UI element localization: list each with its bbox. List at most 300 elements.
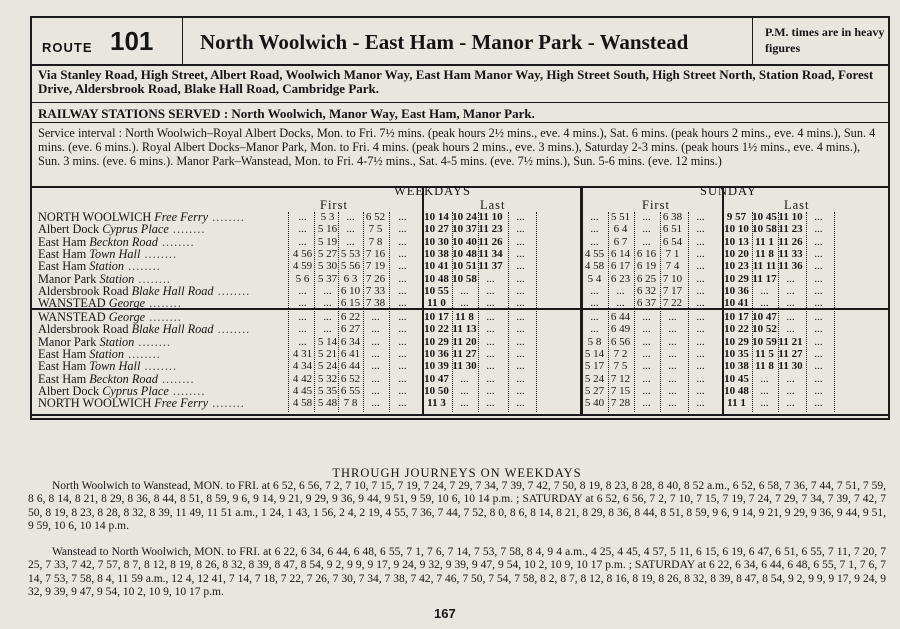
- time-cell: 5 21: [317, 347, 338, 360]
- time-cell: ...: [323, 284, 332, 297]
- weekdays-label: WEEKDAYS: [394, 184, 471, 198]
- time-cell: ...: [486, 360, 495, 373]
- timetable-page: [22, 10, 892, 622]
- time-cell: ...: [398, 272, 407, 285]
- time-cell: ...: [642, 397, 651, 410]
- page-number: 167: [434, 606, 456, 621]
- block-divider: [32, 414, 888, 416]
- time-cell: ...: [760, 297, 769, 310]
- time-cell: ...: [590, 284, 599, 297]
- dot-leader: ........: [140, 246, 178, 261]
- time-cell: ...: [786, 284, 795, 297]
- time-cell: 7 33: [365, 284, 386, 297]
- time-cell: 6 44: [610, 311, 631, 323]
- time-cell: 6 16: [636, 247, 657, 260]
- time-cell: 10 52: [752, 323, 777, 336]
- time-cell: ...: [616, 297, 625, 310]
- time-cell: ...: [668, 360, 677, 373]
- time-cell: 6 52: [365, 211, 386, 223]
- time-cell: 5 40: [584, 397, 605, 410]
- dot-leader: ........: [157, 371, 195, 386]
- stop-place: WANSTEAD: [38, 296, 106, 311]
- time-cell: 10 29: [424, 335, 449, 348]
- time-cell: 7 2: [613, 347, 628, 360]
- time-cell: 10 13: [724, 235, 749, 248]
- time-cell: ...: [460, 284, 469, 297]
- time-cell: 5 48: [317, 397, 338, 410]
- time-cell: ...: [486, 272, 495, 285]
- time-cell: ...: [398, 297, 407, 310]
- time-cell: ...: [696, 272, 705, 285]
- column-rule: [834, 212, 835, 412]
- time-cell: ...: [346, 223, 355, 236]
- time-cell: 10 47: [424, 372, 449, 385]
- time-cell: 11 3: [427, 397, 446, 410]
- time-cell: 6 56: [610, 335, 631, 348]
- time-cell: ...: [398, 260, 407, 273]
- time-cell: ...: [398, 247, 407, 260]
- dot-leader: ........: [124, 346, 161, 361]
- timetable-frame: [30, 16, 890, 420]
- time-cell: ...: [642, 360, 651, 373]
- time-cell: 6 14: [610, 247, 631, 260]
- stop-place: NORTH WOOLWICH: [38, 210, 152, 224]
- column-rule: [536, 212, 537, 412]
- time-cell: ...: [516, 297, 525, 310]
- time-cell: ...: [298, 223, 307, 236]
- time-cell: 7 5: [368, 223, 383, 236]
- time-cell: 5 51: [610, 211, 631, 223]
- time-cell: ...: [814, 272, 823, 285]
- time-cell: 6 7: [613, 235, 628, 248]
- time-cell: ...: [760, 284, 769, 297]
- time-cell: ...: [642, 335, 651, 348]
- time-cell: ...: [486, 323, 495, 336]
- route-header: [32, 18, 888, 66]
- time-cell: ...: [486, 372, 495, 385]
- time-cell: 4 34: [292, 360, 313, 373]
- time-cell: ...: [642, 323, 651, 336]
- time-cell: 7 17: [662, 284, 683, 297]
- first-label: First: [320, 198, 348, 212]
- time-cell: ...: [696, 211, 705, 223]
- stations-served: RAILWAY STATIONS SERVED : North Woolwich, Manor Way, East Ham, Manor Park.: [38, 106, 535, 121]
- time-cell: ...: [323, 297, 332, 310]
- time-cell: 6 55: [340, 384, 361, 397]
- time-cell: ...: [696, 247, 705, 260]
- timetable-grid: [32, 184, 888, 416]
- column-rule: [363, 212, 364, 412]
- stop-place: Aldersbrook Road: [38, 283, 129, 298]
- time-cell: 10 41: [724, 297, 749, 310]
- time-cell: ...: [398, 323, 407, 336]
- time-cell: 11 10: [478, 211, 503, 223]
- time-cell: ...: [814, 235, 823, 248]
- time-cell: 7 10: [662, 272, 683, 285]
- time-cell: 11 30: [778, 360, 803, 373]
- time-cell: ...: [814, 397, 823, 410]
- time-cell: ...: [814, 211, 823, 223]
- time-cell: ...: [398, 360, 407, 373]
- time-cell: 10 29: [724, 335, 749, 348]
- time-cell: ...: [590, 211, 599, 223]
- time-cell: 4 42: [292, 372, 313, 385]
- time-cell: ...: [590, 323, 599, 336]
- time-cell: ...: [298, 323, 307, 336]
- time-cell: 11 36: [778, 260, 803, 273]
- time-cell: ...: [516, 211, 525, 223]
- time-cell: 11 37: [478, 260, 503, 273]
- time-cell: 7 19: [365, 260, 386, 273]
- time-cell: 6 32: [636, 284, 657, 297]
- service-interval: Service interval : North Woolwich–Royal Albert Docks, Mon. to Fri. 7½ mins. (peak hours 2½ mins., eve. 4 mins.), Sat. 6 mins. (peak hours 2 mins., eve. 4 mins.), Sun. 4 mins. (eve. 6 mins.). Royal Albert Docks–Manor Park, Mon. to Fri. 4 mins. (peak hours 2 mins., eve. 3 mins.), Saturday 2-3 mins. (peak hours 1½ mins., eve. 4 mins.), Sun. 3 mins. (eve. 6 mins.). Manor Park–Wanstead, Mon. to Fri. 4-7½ mins., Sat. 4-5 mins. (eve. 7½ mins.), Sun. 5-6 mins. (eve. 12 mins.): [38, 126, 876, 168]
- time-cell: ...: [590, 235, 599, 248]
- time-cell: 10 38: [724, 360, 749, 373]
- time-cell: ...: [398, 235, 407, 248]
- time-cell: ...: [486, 347, 495, 360]
- stop-place: Manor Park: [38, 334, 97, 349]
- time-cell: 11 20: [452, 335, 477, 348]
- time-cell: ...: [696, 260, 705, 273]
- stop-detail: Station: [86, 259, 125, 274]
- last-label: Last: [480, 198, 506, 212]
- time-cell: ...: [760, 397, 769, 410]
- time-cell: ...: [298, 311, 307, 323]
- stop-place: East Ham: [38, 246, 87, 261]
- time-cell: 5 6: [295, 272, 310, 285]
- time-cell: ...: [516, 323, 525, 336]
- stop-place: NORTH WOOLWICH: [38, 396, 152, 411]
- time-cell: 10 17: [724, 311, 749, 323]
- time-cell: ...: [668, 384, 677, 397]
- stop-detail: Free Ferry: [151, 396, 209, 411]
- time-cell: ...: [814, 247, 823, 260]
- time-cell: 10 14: [424, 211, 449, 223]
- time-cell: ...: [298, 211, 307, 223]
- time-cell: 11 8: [755, 247, 774, 260]
- time-cell: ...: [398, 284, 407, 297]
- through-title: THROUGH JOURNEYS ON WEEKDAYS: [332, 466, 582, 480]
- time-cell: ...: [590, 297, 599, 310]
- time-cell: ...: [298, 335, 307, 348]
- time-cell: ...: [668, 311, 677, 323]
- time-cell: ...: [696, 311, 705, 323]
- time-cell: ...: [786, 272, 795, 285]
- time-cell: 5 17: [584, 360, 605, 373]
- stop-detail: Blake Hall Road: [128, 283, 214, 298]
- time-cell: ...: [398, 335, 407, 348]
- column-rule: [778, 212, 779, 412]
- column-rule: [688, 212, 689, 412]
- time-cell: ...: [590, 311, 599, 323]
- time-cell: 4 55: [584, 247, 605, 260]
- stop-place: East Ham: [38, 359, 87, 374]
- time-cell: 5 4: [587, 272, 602, 285]
- time-cell: 11 5: [755, 347, 774, 360]
- time-cell: ...: [371, 311, 380, 323]
- time-cell: 6 25: [636, 272, 657, 285]
- time-cell: ...: [696, 384, 705, 397]
- dot-leader: ........: [157, 234, 195, 249]
- route-box: [32, 18, 183, 64]
- divider: [32, 102, 888, 103]
- time-cell: 11 13: [452, 323, 477, 336]
- stop-place: East Ham: [38, 346, 87, 361]
- time-cell: 11 23: [778, 223, 803, 236]
- stop-place: Aldersbrook Road: [38, 322, 129, 337]
- time-cell: ...: [516, 284, 525, 297]
- stop-detail: Blake Hall Road: [128, 322, 214, 337]
- column-rule: [314, 212, 315, 412]
- time-cell: 11 1: [727, 397, 746, 410]
- time-cell: 10 58: [452, 272, 477, 285]
- section-rule: [722, 188, 724, 414]
- divider: [32, 122, 888, 123]
- time-cell: 7 5: [613, 360, 628, 373]
- time-cell: ...: [642, 223, 651, 236]
- time-cell: 7 1: [665, 247, 680, 260]
- time-cell: 11 8: [755, 360, 774, 373]
- time-cell: 4 59: [292, 260, 313, 273]
- time-cell: 7 26: [365, 272, 386, 285]
- time-cell: 7 4: [665, 260, 680, 273]
- time-cell: 11 17: [752, 272, 777, 285]
- last-label: Last: [784, 198, 810, 212]
- time-cell: ...: [323, 311, 332, 323]
- time-cell: 7 8: [368, 235, 383, 248]
- dot-leader: ........: [134, 271, 171, 286]
- time-cell: 6 22: [340, 311, 361, 323]
- stop-detail: Beckton Road: [86, 234, 158, 249]
- stop-detail: Cyprus Place: [99, 222, 169, 237]
- stop-place: Albert Dock: [38, 222, 100, 237]
- stop-detail: Town Hall: [86, 246, 141, 261]
- time-cell: ...: [516, 247, 525, 260]
- column-rule: [288, 212, 289, 412]
- time-cell: 10 59: [752, 335, 777, 348]
- time-cell: 5 24: [317, 360, 338, 373]
- time-cell: ...: [814, 311, 823, 323]
- stop-place: East Ham: [38, 371, 87, 386]
- through-weekday-outbound: North Woolwich to Wanstead, MON. to FRI. at 6 52, 6 56, 7 2, 7 10, 7 15, 7 19, 7 24, 7 29, 7 34, 7 39, 7 42, 7 50, 8 19, 8 23, 8 28, 8 40, 8 52 a.m., 6 52, 6 58, 7 36, 7 44, 7 51, 7 59, 8 6, 8 14, 8 21, 8 29, 8 36, 8 44, 8 51, 8 59, 9 6, 9 14, 9 21, 9 29, 9 36, 9 44, 9 51, 9 59, 10 6, 10 14 p.m. ; SATURDAY at 6 52, 6 56, 7 2, 7 10, 7 15, 7 19, 7 24, 7 29, 7 34, 7 39, 7 42, 7 50, 8 19, 8 23, 8 28, 8 32, 8 39, 11 49, 11 51 a.m., 1 24, 1 43, 1 56, 2 4, 2 19, 4 55, 7 36, 7 44, 7 52, 8 0, 8 6, 8 14, 8 21, 8 29, 8 36, 8 44, 8 51, 8 59, 9 6, 9 14, 9 21, 9 29, 9 36, 9 44, 9 51, 9 59, 10 6, 10 14 p.m.: [28, 480, 886, 532]
- time-cell: 5 16: [317, 223, 338, 236]
- time-cell: ...: [814, 347, 823, 360]
- time-cell: 10 35: [724, 347, 749, 360]
- time-cell: ...: [786, 311, 795, 323]
- time-cell: ...: [642, 347, 651, 360]
- time-cell: 4 58: [584, 260, 605, 273]
- time-cell: ...: [516, 223, 525, 236]
- time-cell: 5 19: [317, 235, 338, 248]
- time-cell: ...: [516, 235, 525, 248]
- time-cell: 5 8: [587, 335, 602, 348]
- time-cell: ...: [398, 347, 407, 360]
- block-divider: [32, 308, 888, 310]
- time-cell: ...: [696, 372, 705, 385]
- time-cell: 10 58: [752, 223, 777, 236]
- time-cell: 4 31: [292, 347, 313, 360]
- time-cell: ...: [371, 360, 380, 373]
- time-cell: ...: [814, 335, 823, 348]
- time-cell: 10 45: [724, 372, 749, 385]
- time-cell: 10 20: [724, 247, 749, 260]
- time-cell: 10 48: [452, 247, 477, 260]
- time-cell: ...: [398, 397, 407, 410]
- section-rule: [580, 188, 583, 414]
- time-cell: 11 30: [452, 360, 477, 373]
- time-cell: 6 44: [340, 360, 361, 373]
- time-cell: 5 14: [584, 347, 605, 360]
- time-cell: 10 45: [752, 211, 777, 223]
- column-rule: [752, 212, 753, 412]
- column-rule: [634, 212, 635, 412]
- time-cell: 11 34: [478, 247, 503, 260]
- time-cell: 6 27: [340, 323, 361, 336]
- time-cell: ...: [398, 384, 407, 397]
- column-rule: [660, 212, 661, 412]
- time-cell: 10 22: [724, 323, 749, 336]
- time-cell: 6 10: [340, 284, 361, 297]
- time-cell: ...: [642, 235, 651, 248]
- time-cell: 10 27: [424, 223, 449, 236]
- column-rule: [508, 212, 509, 412]
- column-rule: [452, 212, 453, 412]
- time-cell: 7 15: [610, 384, 631, 397]
- dot-leader: ........: [208, 210, 245, 224]
- time-cell: ...: [371, 372, 380, 385]
- time-cell: ...: [814, 260, 823, 273]
- time-cell: 6 4: [613, 223, 628, 236]
- time-cell: 11 8: [455, 311, 474, 323]
- time-cell: ...: [814, 297, 823, 310]
- time-cell: 6 51: [662, 223, 683, 236]
- time-cell: 5 27: [584, 384, 605, 397]
- time-cell: ...: [516, 384, 525, 397]
- time-cell: 10 29: [724, 272, 749, 285]
- time-cell: 11 21: [778, 335, 803, 348]
- time-cell: ...: [696, 397, 705, 410]
- time-cell: 10 36: [724, 284, 749, 297]
- stop-place: East Ham: [38, 259, 87, 274]
- time-cell: ...: [371, 323, 380, 336]
- time-cell: ...: [590, 223, 599, 236]
- time-cell: 10 23: [724, 260, 749, 273]
- time-cell: ...: [516, 311, 525, 323]
- first-label: First: [642, 198, 670, 212]
- time-cell: ...: [696, 223, 705, 236]
- stop-detail: George: [105, 296, 146, 311]
- time-cell: ...: [786, 397, 795, 410]
- time-cell: 10 40: [452, 235, 477, 248]
- time-cell: 11 11: [752, 260, 777, 273]
- time-cell: ...: [516, 372, 525, 385]
- time-cell: ...: [486, 335, 495, 348]
- dot-leader: ........: [213, 322, 251, 337]
- time-cell: 11 33: [778, 247, 803, 260]
- time-cell: ...: [371, 347, 380, 360]
- time-cell: ...: [786, 297, 795, 310]
- dot-leader: ........: [124, 259, 161, 274]
- time-cell: 6 3: [343, 272, 358, 285]
- time-cell: ...: [371, 335, 380, 348]
- time-cell: ...: [371, 384, 380, 397]
- stop-place: WANSTEAD: [38, 310, 106, 324]
- time-cell: 11 10: [778, 211, 803, 223]
- time-cell: ...: [398, 223, 407, 236]
- section-rule: [422, 188, 424, 414]
- time-cell: 10 39: [424, 360, 449, 373]
- time-cell: ...: [486, 397, 495, 410]
- time-cell: ...: [516, 360, 525, 373]
- dot-leader: ........: [168, 383, 206, 398]
- time-cell: ...: [668, 372, 677, 385]
- column-rule: [478, 212, 479, 412]
- time-cell: ...: [668, 335, 677, 348]
- time-cell: 11 26: [478, 235, 503, 248]
- time-cell: ...: [516, 335, 525, 348]
- pm-note: P.M. times are in heavy figures: [765, 25, 885, 55]
- time-cell: 6 41: [340, 347, 361, 360]
- dot-leader: ........: [213, 283, 251, 298]
- time-cell: 10 17: [424, 311, 449, 323]
- time-cell: 10 55: [424, 284, 449, 297]
- time-cell: 6 19: [636, 260, 657, 273]
- time-cell: 10 36: [424, 347, 449, 360]
- time-cell: 7 12: [610, 372, 631, 385]
- dot-leader: ........: [134, 334, 171, 349]
- time-cell: ...: [298, 284, 307, 297]
- sunday-label: SUNDAY: [700, 184, 757, 198]
- time-cell: ...: [696, 297, 705, 310]
- time-cell: 7 28: [610, 397, 631, 410]
- time-cell: ...: [460, 297, 469, 310]
- time-cell: ...: [786, 323, 795, 336]
- stop-detail: Station: [96, 334, 135, 349]
- time-cell: 7 22: [662, 297, 683, 310]
- time-cell: 6 54: [662, 235, 683, 248]
- dot-leader: ........: [145, 310, 182, 324]
- time-cell: ...: [786, 384, 795, 397]
- time-cell: ...: [696, 360, 705, 373]
- time-cell: ...: [786, 372, 795, 385]
- time-cell: 6 38: [662, 211, 683, 223]
- time-cell: ...: [696, 284, 705, 297]
- time-cell: ...: [398, 211, 407, 223]
- time-cell: 5 14: [317, 335, 338, 348]
- time-cell: 10 22: [424, 323, 449, 336]
- stop-detail: Station: [96, 271, 135, 286]
- time-cell: 6 15: [340, 297, 361, 310]
- time-cell: ...: [323, 323, 332, 336]
- time-cell: ...: [668, 347, 677, 360]
- time-cell: 4 45: [292, 384, 313, 397]
- time-cell: 10 41: [424, 260, 449, 273]
- time-cell: ...: [696, 323, 705, 336]
- time-cell: 10 50: [424, 384, 449, 397]
- time-cell: 11 27: [778, 347, 803, 360]
- time-cell: 6 17: [610, 260, 631, 273]
- dot-leader: ........: [145, 296, 182, 311]
- stop-place: Manor Park: [38, 271, 97, 286]
- time-cell: ...: [298, 297, 307, 310]
- time-cell: ...: [516, 397, 525, 410]
- time-cell: ...: [486, 384, 495, 397]
- time-cell: 9 57: [726, 211, 747, 223]
- time-cell: 11 1: [755, 235, 774, 248]
- time-cell: 10 37: [452, 223, 477, 236]
- time-cell: 6 23: [610, 272, 631, 285]
- time-cell: ...: [642, 372, 651, 385]
